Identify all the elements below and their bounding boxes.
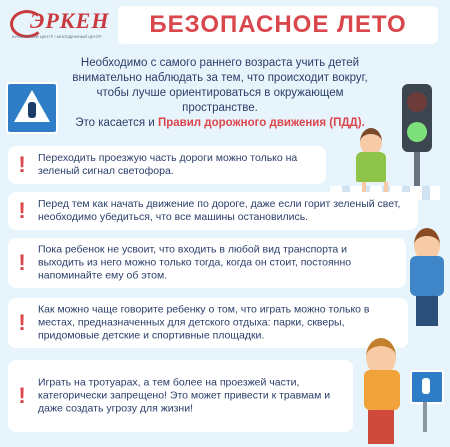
rule-text: Играть на тротуарах, а тем более на проезжей части, категорически запрещено! Это может привести к травмам и даже создать угрозу для жизни! — [38, 376, 331, 415]
page-title: БЕЗОПАСНОЕ ЛЕТО — [149, 11, 407, 38]
exclamation-icon: ! — [18, 152, 26, 177]
exclamation-icon: ! — [18, 383, 26, 408]
logo-subtitle: КУЛЬТУРНЫЙ ЦЕНТР / МОЛОДЕЖНЫЙ ЦЕНТР — [12, 34, 102, 39]
rule-item — [8, 146, 326, 184]
rule-text: Перед тем как начать движение по дороге, даже если горит зеленый свет, необходимо убедиться, что все машины остановились. — [38, 198, 401, 223]
girl-illustration — [348, 128, 394, 198]
pedestrian-crossing-sign-icon — [6, 82, 58, 134]
rule-item — [8, 360, 353, 432]
intro-lead: Это касается и — [75, 117, 155, 129]
intro-text: Необходимо с самого раннего возраста учить детей внимательно наблюдать за тем, что происходит вокруг, чтобы лучше ориентироваться в окружающем пространстве. — [72, 57, 368, 114]
exclamation-icon: ! — [18, 198, 26, 223]
title-banner — [118, 6, 438, 44]
rule-item — [8, 238, 406, 288]
rule-item — [8, 298, 408, 348]
exclamation-icon: ! — [18, 250, 26, 275]
logo-text: ЭРКЕН — [30, 8, 110, 33]
intro-paragraph — [70, 56, 370, 131]
rule-item — [8, 192, 418, 230]
boy-with-ball-illustration — [358, 338, 408, 446]
rule-text: Как можно чаще говорите ребенку о том, что играть можно только в местах, предназначенных для детского отдыха: парки, скверы, придомовые детские и спортивные площадки. — [38, 303, 370, 342]
exclamation-icon: ! — [18, 310, 26, 335]
logo — [8, 6, 108, 50]
intro-highlight: Правил дорожного движения (ПДД). — [157, 117, 365, 129]
boy-with-backpack-illustration — [406, 228, 450, 328]
rule-text: Переходить проезжую часть дороги можно только на зеленый сигнал светофора. — [38, 152, 298, 177]
pedestrian-sign-icon — [410, 370, 440, 430]
rule-text: Пока ребенок не усвоит, что входить в любой вид транспорта и выходить из него можно только тогда, когда он стоит, постоянно напоминайте ему об этом. — [38, 243, 352, 282]
traffic-light-icon — [402, 84, 432, 152]
